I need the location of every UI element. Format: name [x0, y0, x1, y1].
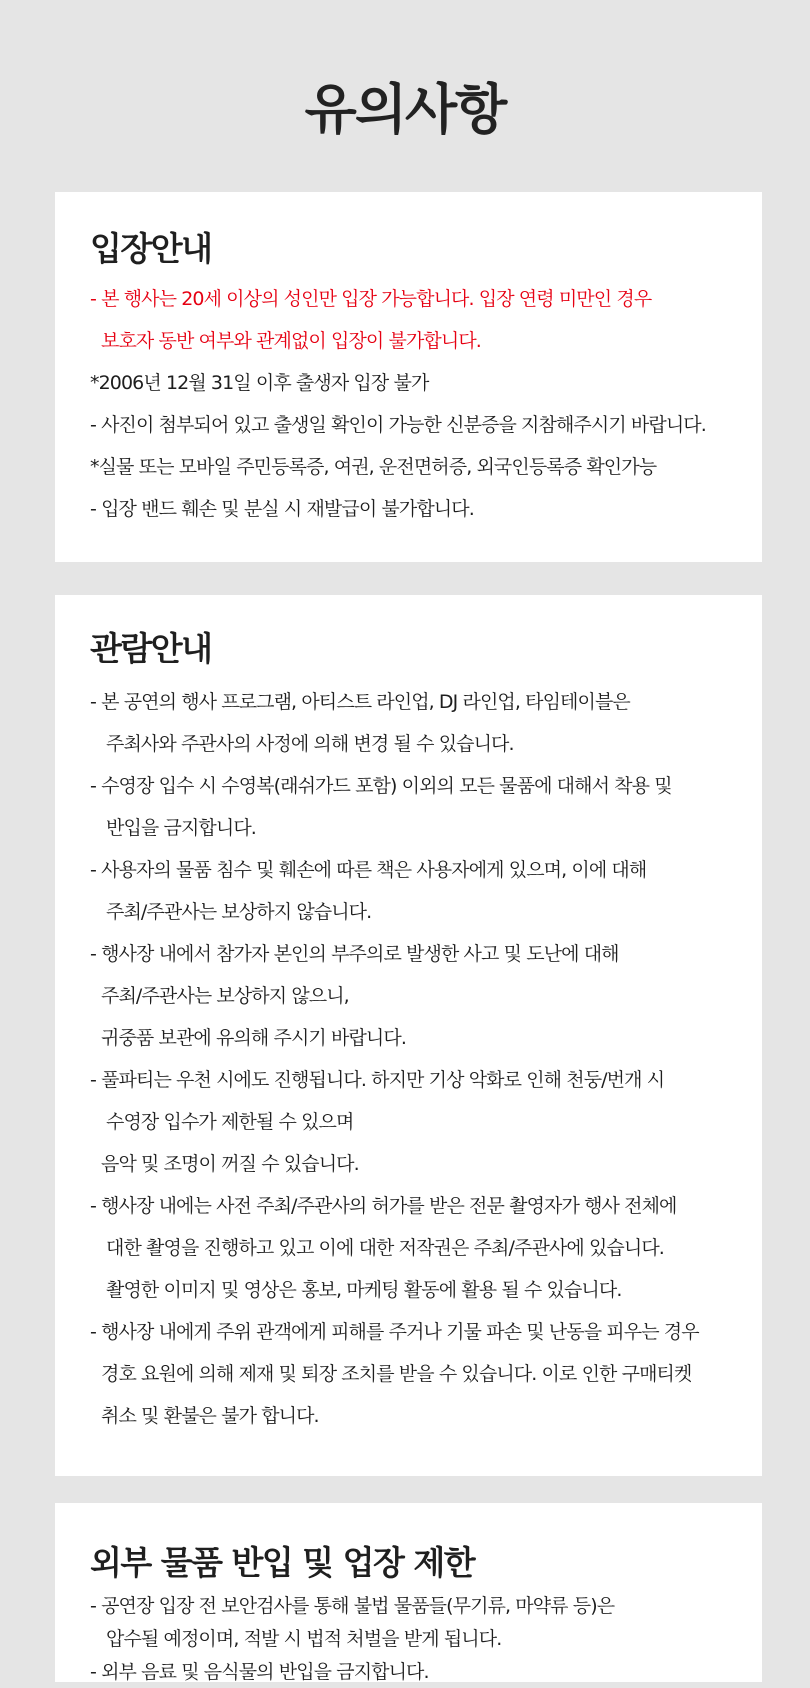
notice-line: - 본 공연의 행사 프로그램, 아티스트 라인업, DJ 라인업, 타임테이블은 [90, 691, 630, 713]
notice-list [90, 1590, 752, 1688]
notice-line: - 수영장 입수 시 수영복(래쉬가드 포함) 이외의 모든 물품에 대해서 착용 및 [90, 775, 672, 797]
notice-line: 귀중품 보관에 유의해 주시기 바랍니다. [101, 1027, 406, 1049]
notice-line-id-required: - 사진이 첨부되어 있고 출생일 확인이 가능한 신분증을 지참해주시기 바랍니다. [90, 414, 706, 436]
page-title: 유의사항 [304, 78, 506, 141]
notice-line: - 행사장 내에게 주위 관객에게 피해를 주거나 기물 파손 및 난동을 피우는 경우 [90, 1321, 699, 1343]
section-heading: 외부 물품 반입 및 업장 제한 [90, 1543, 475, 1582]
notice-list [90, 681, 752, 1437]
section-entry-guide [55, 192, 762, 562]
notice-line: 취소 및 환불은 불가 합니다. [101, 1405, 319, 1427]
notice-line: 주최/주관사는 보상하지 않으니, [101, 985, 349, 1007]
notice-line: 대한 촬영을 진행하고 있고 이에 대한 저작권은 주최/주관사에 있습니다. [106, 1237, 664, 1259]
notice-line-birthdate: *2006년 12월 31일 이후 출생자 입장 불가 [90, 372, 429, 394]
notice-line: 음악 및 조명이 꺼질 수 있습니다. [101, 1153, 359, 1175]
notice-line: - 풀파티는 우천 시에도 진행됩니다. 하지만 기상 악화로 인해 천둥/번개 시 [90, 1069, 665, 1091]
notice-line-guardian: 보호자 동반 여부와 관계없이 입장이 불가합니다. [101, 330, 481, 352]
section-external-items [55, 1503, 762, 1682]
notice-line-age-limit: - 본 행사는 20세 이상의 성인만 입장 가능합니다. 입장 연령 미만인 경우 [90, 288, 652, 310]
notice-line: - 외부 음료 및 음식물의 반입을 금지합니다. [90, 1661, 429, 1683]
notice-line: 촬영한 이미지 및 영상은 홍보, 마케팅 활동에 활용 될 수 있습니다. [106, 1279, 622, 1301]
notice-line: - 행사장 내에는 사전 주최/주관사의 허가를 받은 전문 촬영자가 행사 전체에 [90, 1195, 677, 1217]
notice-list [90, 278, 752, 530]
notice-line: - 공연장 입장 전 보안검사를 통해 불법 물품들(무기류, 마약류 등)은 [90, 1595, 615, 1617]
notice-line: 수영장 입수가 제한될 수 있으며 [106, 1111, 354, 1133]
notice-line: 경호 요원에 의해 제재 및 퇴장 조치를 받을 수 있습니다. 이로 인한 구매티켓 [101, 1363, 692, 1385]
notice-line: 반입을 금지합니다. [106, 817, 256, 839]
section-viewing-guide [55, 595, 762, 1476]
notice-line-band: - 입장 밴드 훼손 및 분실 시 재발급이 불가합니다. [90, 498, 474, 520]
notice-line: 압수될 예정이며, 적발 시 법적 처벌을 받게 됩니다. [106, 1628, 502, 1650]
notice-line: - 행사장 내에서 참가자 본인의 부주의로 발생한 사고 및 도난에 대해 [90, 943, 619, 965]
notice-line: 주최/주관사는 보상하지 않습니다. [106, 901, 372, 923]
section-heading: 관람안내 [90, 629, 212, 668]
notice-line: - 사용자의 물품 침수 및 훼손에 따른 책은 사용자에게 있으며, 이에 대해 [90, 859, 647, 881]
notice-line-id-types: *실물 또는 모바일 주민등록증, 여권, 운전면허증, 외국인등록증 확인가능 [90, 456, 657, 478]
section-heading: 입장안내 [90, 229, 212, 268]
notice-line: 주최사와 주관사의 사정에 의해 변경 될 수 있습니다. [106, 733, 514, 755]
